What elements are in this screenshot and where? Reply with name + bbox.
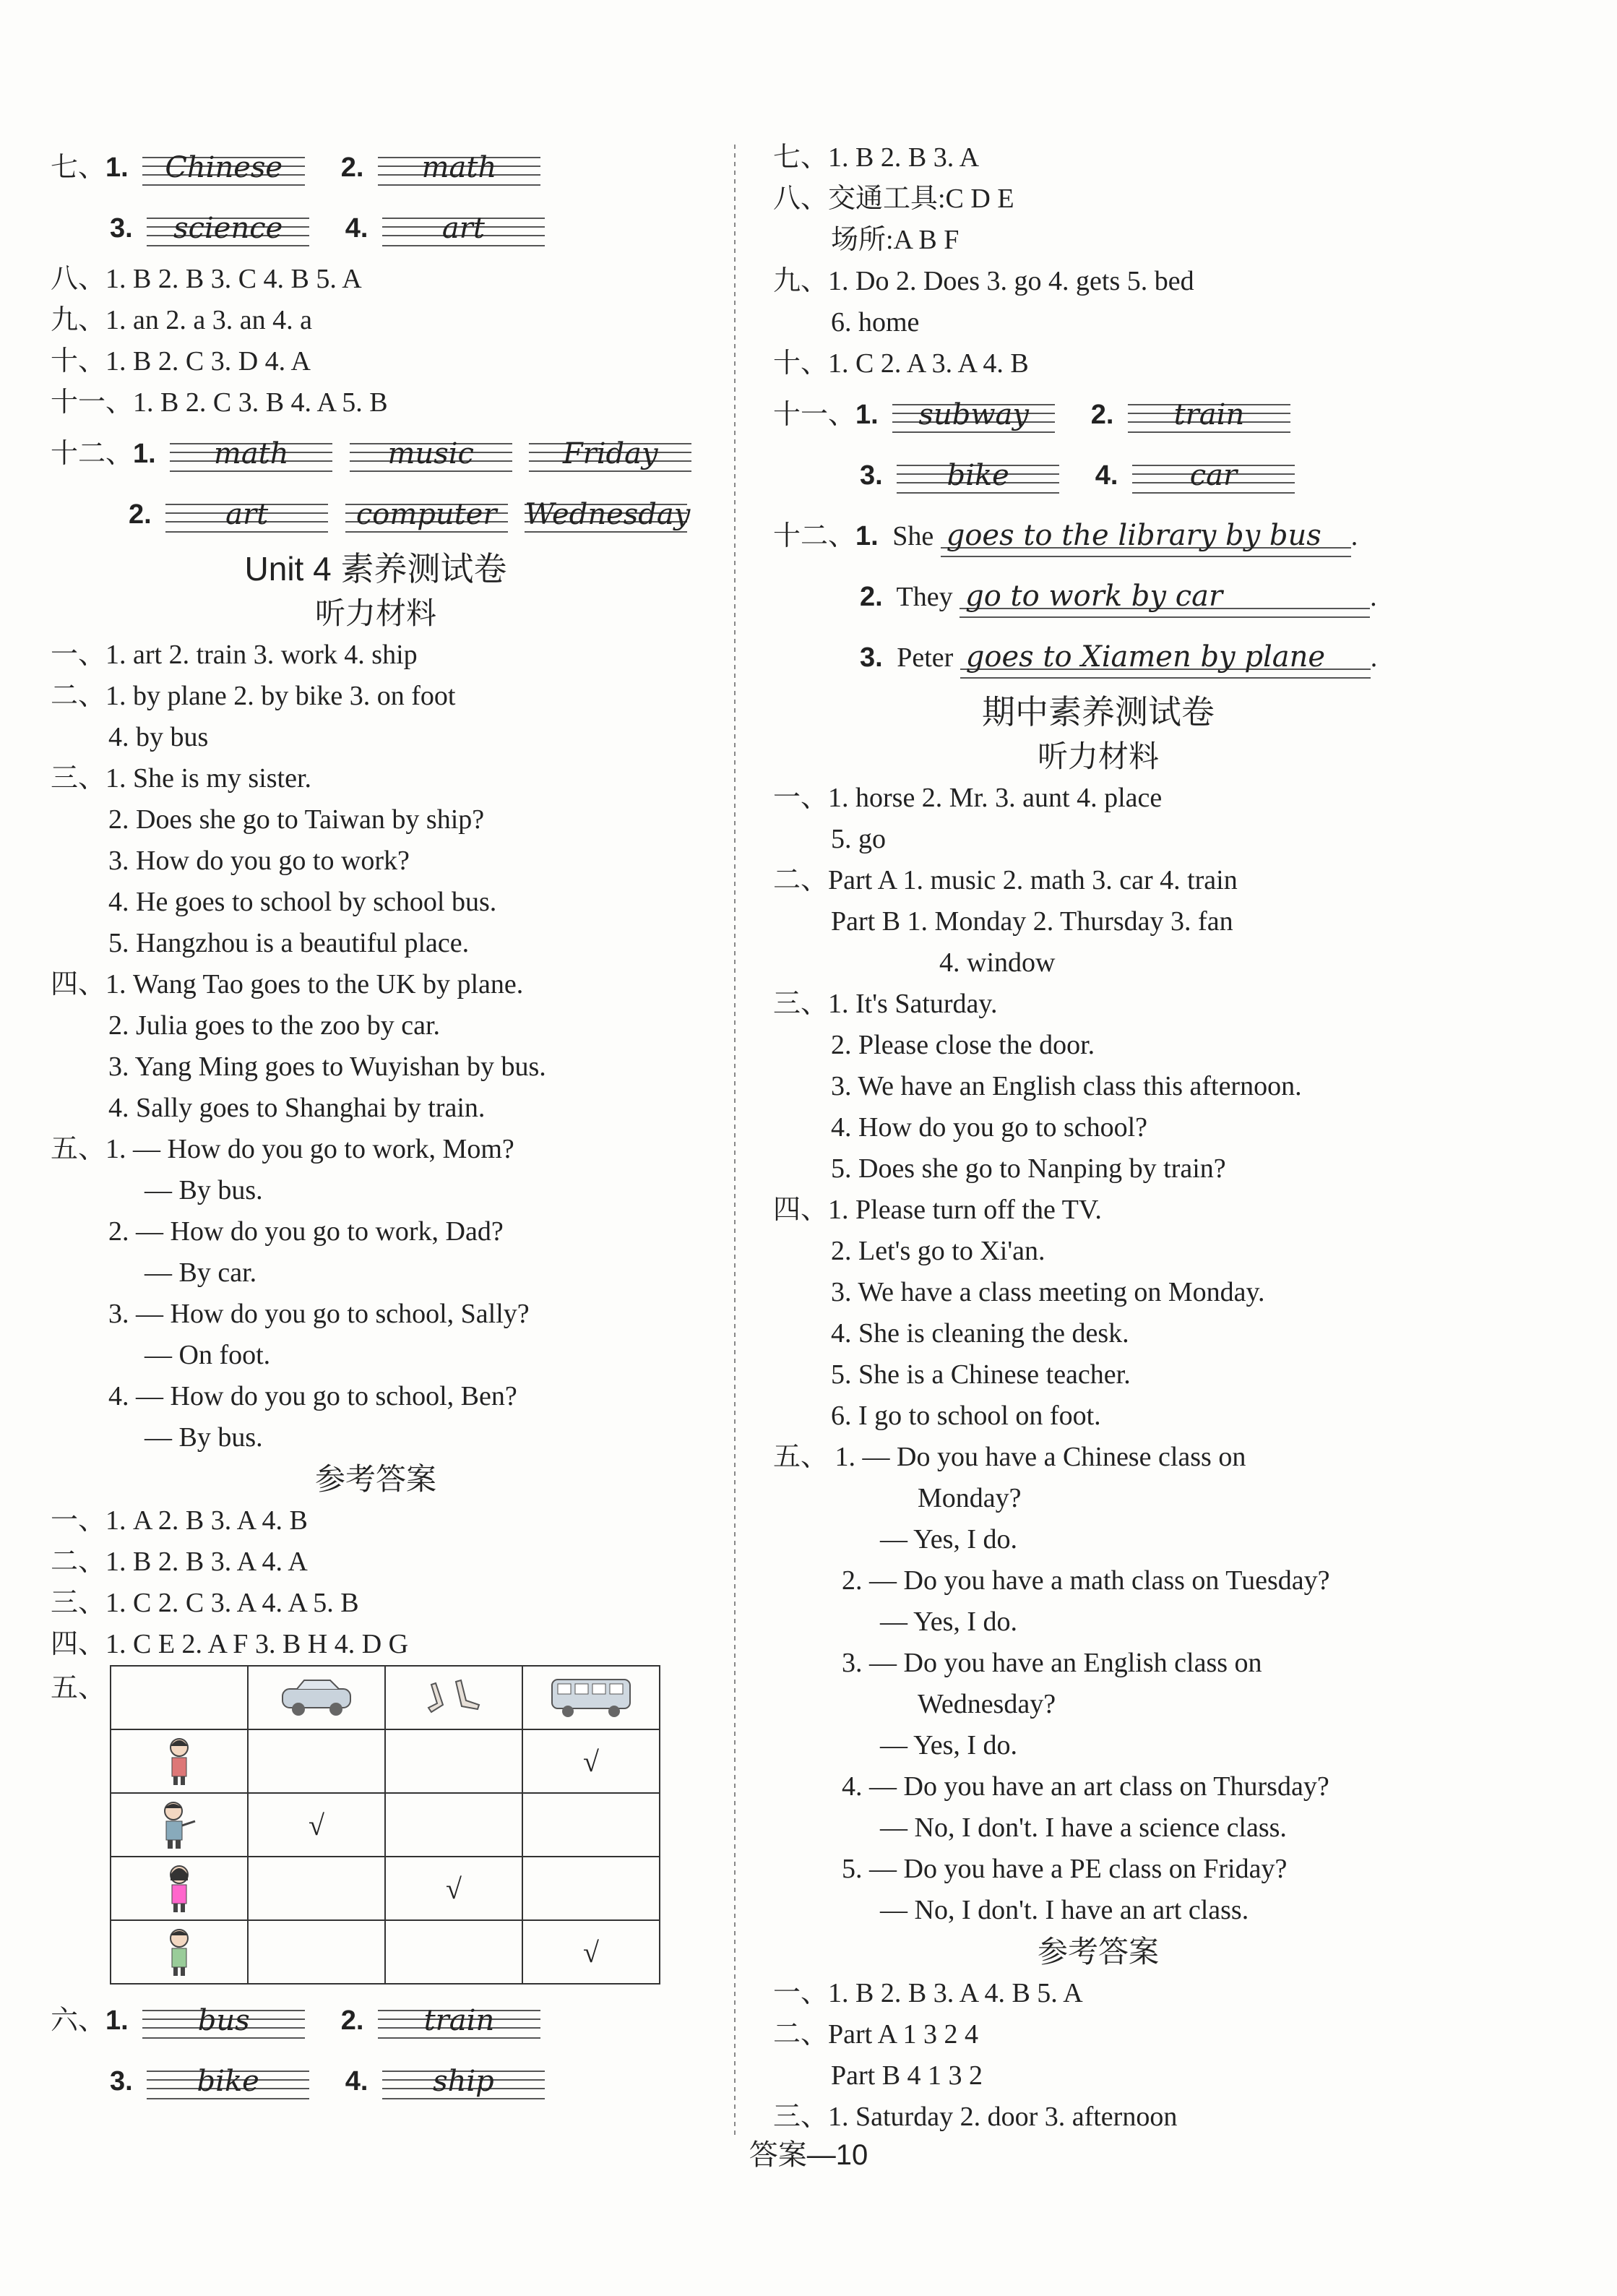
right-q12-row2 <box>773 567 1423 627</box>
empty-cell <box>111 1666 248 1729</box>
answer-line: 九、1. an 2. a 3. an 4. a <box>51 305 312 335</box>
handwritten-answer: goes to Xiamen by plane <box>960 641 1371 679</box>
q-num: 3. <box>110 213 133 244</box>
boy-avatar-icon <box>111 1920 248 1984</box>
period: . <box>1370 582 1377 612</box>
q-label: 六、 <box>51 2005 106 2036</box>
handwritten-answer: music <box>350 436 512 476</box>
answer-line: 4. Sally goes to Shanghai by train. <box>108 1093 486 1123</box>
answer-line: 二、Part A 1. music 2. math 3. car 4. train <box>773 865 1238 895</box>
handwritten-answer: car <box>1132 457 1295 498</box>
answer-line: 5. Does she go to Nanping by train? <box>831 1153 1226 1184</box>
table-cell <box>385 1793 522 1857</box>
column-divider <box>734 145 736 2139</box>
answer-line: 2. — Do you have a math class on Tuesday? <box>842 1565 1330 1596</box>
girl-avatar-icon <box>111 1729 248 1793</box>
answer-line: — Yes, I do. <box>880 1607 1018 1637</box>
answer-line: 一、1. horse 2. Mr. 3. aunt 4. place <box>773 783 1163 813</box>
q-num: 2. <box>340 152 364 183</box>
transport-table <box>110 1665 660 1985</box>
answer-line: — No, I don't. I have a science class. <box>880 1813 1287 1843</box>
handwritten-answer: ship <box>382 2063 545 2104</box>
q-num: 3. <box>860 460 883 491</box>
answer-line: 3. Yang Ming goes to Wuyishan by bus. <box>108 1052 546 1082</box>
answer-line: 三、1. C 2. C 3. A 4. A 5. B <box>51 1588 359 1618</box>
q-num: 1. <box>855 400 879 430</box>
answer-line: 九、1. Do 2. Does 3. go 4. gets 5. bed <box>773 266 1194 296</box>
answer-line: 场所:A B F <box>831 225 960 255</box>
table-cell <box>248 1857 385 1920</box>
answer-line: 4. She is cleaning the desk. <box>831 1318 1129 1349</box>
answer-line: 4. How do you go to school? <box>831 1112 1148 1143</box>
answer-line: 三、1. She is my sister. <box>51 763 312 794</box>
handwritten-answer: Friday <box>529 436 691 476</box>
answer-line: 4. He goes to school by school bus. <box>108 887 497 917</box>
answer-line: 2. Please close the door. <box>831 1030 1095 1060</box>
answer-line: 6. home <box>831 307 920 337</box>
answer-line: 3. — Do you have an English class on <box>842 1648 1262 1678</box>
answer-line: 四、1. Please turn off the TV. <box>773 1195 1102 1225</box>
answer-line: 二、1. B 2. B 3. A 4. A <box>51 1547 308 1577</box>
answer-line: 二、Part A 1 3 2 4 <box>773 2019 978 2050</box>
answer-line: — Yes, I do. <box>880 1524 1018 1555</box>
right-q12-row3 <box>773 627 1423 688</box>
handwritten-answer: bike <box>147 2063 309 2104</box>
answer-line: 四、1. Wang Tao goes to the UK by plane. <box>51 969 524 999</box>
q-label: 十一、 <box>773 400 856 430</box>
left-column <box>51 137 701 2112</box>
q-num: 1. <box>105 2005 129 2036</box>
handwritten-answer: bus <box>142 2003 305 2043</box>
answer-line: 五、1. — How do you go to work, Mom? <box>51 1134 514 1164</box>
right-q12-row1 <box>773 506 1423 567</box>
check-mark: √ <box>385 1857 522 1920</box>
q-label: 五、 <box>51 1673 106 1703</box>
period: . <box>1350 521 1358 551</box>
answer-line: 十、1. B 2. C 3. D 4. A <box>51 346 311 377</box>
answer-line: — By bus. <box>145 1175 263 1205</box>
answer-line: — Yes, I do. <box>880 1730 1018 1760</box>
answer-line: 三、1. It's Saturday. <box>773 989 998 1019</box>
handwritten-answer: Wednesday <box>525 496 687 537</box>
answer-line: Monday? <box>918 1483 1022 1513</box>
section-subtitle: 听力材料 <box>1037 739 1159 773</box>
left-q6-row2 <box>51 2051 701 2112</box>
check-mark: √ <box>522 1920 660 1984</box>
q-num: 1. <box>855 521 879 551</box>
answer-line: Wednesday? <box>918 1689 1056 1719</box>
section-subtitle: 参考答案 <box>314 1462 436 1496</box>
answer-line: Part B 1. Monday 2. Thursday 3. fan <box>831 906 1233 937</box>
q-num: 3. <box>110 2066 133 2097</box>
left-q12-row2 <box>51 484 701 545</box>
handwritten-answer: math <box>378 150 540 190</box>
answer-line: 4. window <box>939 947 1056 978</box>
q-label: 十二、 <box>51 439 134 469</box>
handwritten-answer: train <box>1128 397 1290 437</box>
q-num: 1. <box>133 439 156 469</box>
answer-line: 2. Does she go to Taiwan by ship? <box>108 804 485 835</box>
handwritten-answer: computer <box>345 496 508 537</box>
answer-line: 5. She is a Chinese teacher. <box>831 1359 1131 1390</box>
left-q6-row1 <box>51 1990 701 2051</box>
section-subtitle: 听力材料 <box>314 596 436 630</box>
left-q12-row1 <box>51 423 701 484</box>
check-mark: √ <box>248 1793 385 1857</box>
page-footer: 答案—10 <box>749 2139 868 2171</box>
answer-line: 八、1. B 2. B 3. C 4. B 5. A <box>51 264 362 294</box>
answer-line: 6. I go to school on foot. <box>831 1401 1101 1431</box>
q-num: 1. <box>105 152 129 183</box>
answer-line: 二、1. by plane 2. by bike 3. on foot <box>51 681 456 711</box>
table-cell <box>385 1920 522 1984</box>
check-mark: √ <box>522 1729 660 1793</box>
right-q11-row2 <box>773 445 1423 506</box>
answer-line: 2. Let's go to Xi'an. <box>831 1236 1045 1266</box>
table-cell <box>385 1729 522 1793</box>
answer-line: Part B 4 1 3 2 <box>831 2060 983 2091</box>
answer-line: 5. Hangzhou is a beautiful place. <box>108 928 470 958</box>
handwritten-answer: art <box>382 210 545 251</box>
table-cell <box>248 1729 385 1793</box>
section-subtitle: 参考答案 <box>1037 1935 1159 1969</box>
q-num: 2. <box>1090 400 1114 430</box>
answer-line: 2. Julia goes to the zoo by car. <box>108 1010 441 1041</box>
handwritten-answer: subway <box>892 397 1055 437</box>
handwritten-answer: goes to the library by bus <box>941 520 1351 557</box>
answer-line: 五、 1. — Do you have a Chinese class on <box>773 1442 1246 1472</box>
q-label: 七、 <box>51 152 106 183</box>
sentence-start: They <box>896 582 953 612</box>
right-column <box>773 137 1423 2138</box>
handwritten-answer: Chinese <box>142 150 305 190</box>
left-q7-row1 <box>51 137 701 198</box>
girl-avatar-icon <box>111 1857 248 1920</box>
q-num: 4. <box>1095 460 1118 491</box>
handwritten-answer: art <box>165 496 328 537</box>
answer-line: 3. — How do you go to school, Sally? <box>108 1299 530 1329</box>
left-q7-row2 <box>51 198 701 259</box>
answer-line: 4. — Do you have an art class on Thursday? <box>842 1771 1329 1802</box>
q-num: 4. <box>345 2066 368 2097</box>
bus-icon <box>522 1666 660 1729</box>
answer-line: 4. by bus <box>108 722 209 752</box>
answer-line: 四、1. C E 2. A F 3. B H 4. D G <box>51 1629 409 1659</box>
right-q11-row1 <box>773 384 1423 445</box>
answer-line: 一、1. A 2. B 3. A 4. B <box>51 1505 308 1536</box>
answer-line: 十一、1. B 2. C 3. B 4. A 5. B <box>51 387 388 418</box>
section-title: Unit 4 素养测试卷 <box>244 550 507 588</box>
car-icon <box>248 1666 385 1729</box>
sentence-start: She <box>892 521 934 551</box>
handwritten-answer: science <box>147 210 309 251</box>
q-num: 4. <box>345 213 368 244</box>
answer-line: 十、1. C 2. A 3. A 4. B <box>773 348 1029 379</box>
answer-line: 3. We have an English class this afternoon. <box>831 1071 1302 1101</box>
transport-table-block <box>51 1665 701 1990</box>
answer-line: 七、1. B 2. B 3. A <box>773 142 980 173</box>
walking-feet-icon <box>385 1666 522 1729</box>
q-num: 2. <box>340 2005 364 2036</box>
answer-line: 一、1. art 2. train 3. work 4. ship <box>51 640 418 670</box>
answer-line: — By bus. <box>145 1422 263 1453</box>
answer-line: — No, I don't. I have an art class. <box>880 1895 1249 1925</box>
handwritten-answer: math <box>170 436 332 476</box>
answer-line: 八、交通工具:C D E <box>773 184 1014 214</box>
sentence-start: Peter <box>897 642 954 673</box>
answer-line: 3. We have a class meeting on Monday. <box>831 1277 1265 1307</box>
answer-line: — On foot. <box>145 1340 271 1370</box>
table-cell <box>248 1920 385 1984</box>
answer-line: 4. — How do you go to school, Ben? <box>108 1381 517 1411</box>
period: . <box>1370 642 1378 673</box>
handwritten-answer: bike <box>897 457 1059 498</box>
q-num: 2. <box>860 582 883 612</box>
answer-line: 一、1. B 2. B 3. A 4. B 5. A <box>773 1978 1083 2008</box>
q-num: 2. <box>129 499 152 530</box>
section-title: 期中素养测试卷 <box>982 693 1215 731</box>
table-cell <box>522 1793 660 1857</box>
answer-line: — By car. <box>145 1257 257 1288</box>
handwritten-answer: train <box>378 2003 540 2043</box>
q-num: 3. <box>860 642 883 673</box>
man-avatar-icon <box>111 1793 248 1857</box>
table-cell <box>522 1857 660 1920</box>
answer-line: 三、1. Saturday 2. door 3. afternoon <box>773 2102 1178 2132</box>
answer-line: 5. go <box>831 824 886 854</box>
answer-line: 3. How do you go to work? <box>108 846 410 876</box>
q-label: 十二、 <box>773 521 856 551</box>
answer-line: 5. — Do you have a PE class on Friday? <box>842 1854 1288 1884</box>
answer-line: 2. — How do you go to work, Dad? <box>108 1216 504 1247</box>
handwritten-answer: go to work by car <box>960 580 1370 618</box>
